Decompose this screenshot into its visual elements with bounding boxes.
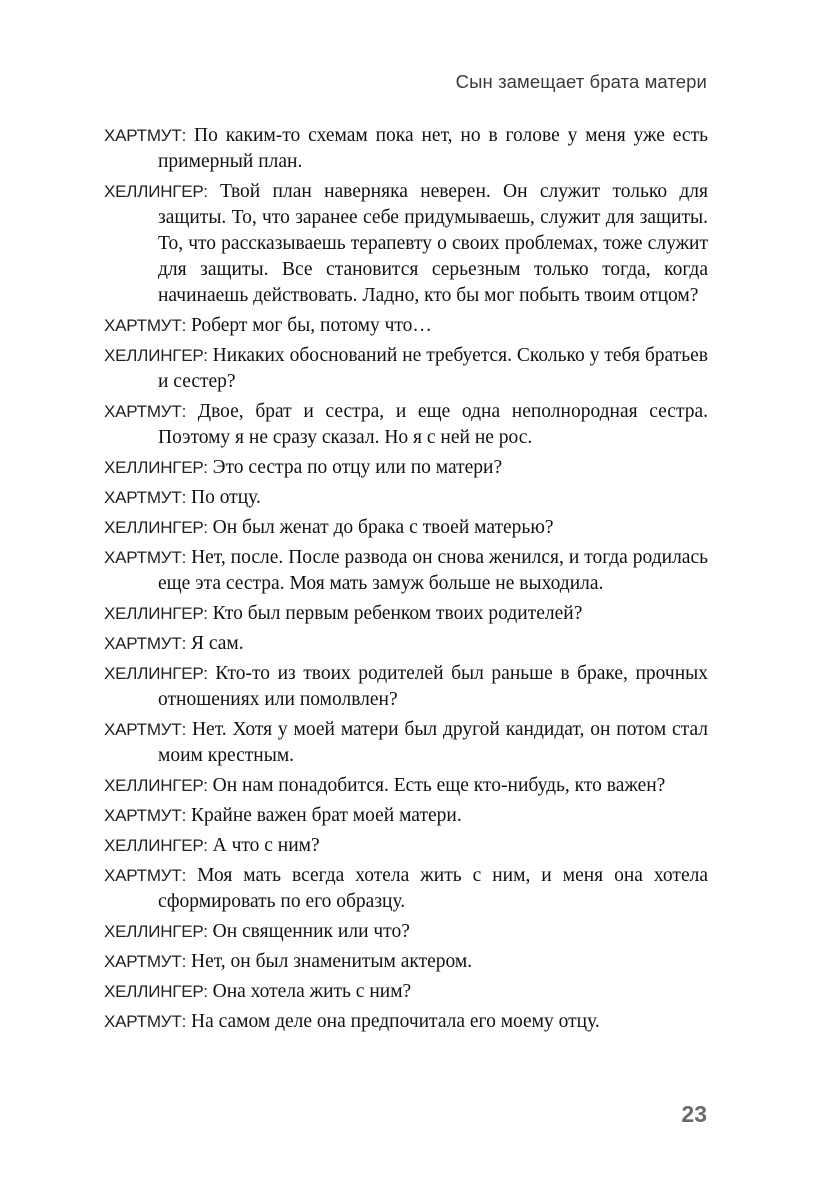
utterance-text: Крайне важен брат моей матери. (190, 805, 462, 826)
utterance-text: По отцу. (190, 487, 261, 508)
dialogue-turn (104, 515, 708, 541)
speaker-name: ХАРТМУТ: (104, 806, 187, 825)
speaker-name: ХЕЛЛИНГЕР: (104, 776, 208, 795)
utterance-text: Двое, брат и сестра, и еще одна неполнородная сестра. Поэтому я не сразу сказал. Но я с ней не рос. (158, 401, 709, 448)
speaker-name: ХЕЛЛИНГЕР: (104, 982, 208, 1001)
speaker-name: ХЕЛЛИНГЕР: (104, 604, 208, 623)
dialogue-turn (104, 773, 708, 799)
running-head-title: Сын замещает брата матери (455, 71, 707, 92)
dialogue-turn (104, 179, 708, 309)
dialogue-body (104, 123, 708, 1039)
dialogue-turn (104, 1009, 708, 1035)
utterance-text: Он священник или что? (212, 921, 410, 942)
utterance-text: Нет, после. После развода он снова женился, и тогда родилась еще эта сестра. Моя мать замуж больше не выходила. (158, 547, 709, 594)
speaker-name: ХЕЛЛИНГЕР: (104, 518, 208, 537)
speaker-name: ХЕЛЛИНГЕР: (104, 182, 208, 201)
dialogue-turn (104, 631, 708, 657)
dialogue-turn (104, 803, 708, 829)
dialogue-turn (104, 949, 708, 975)
dialogue-turn (104, 601, 708, 627)
speaker-name: ХЕЛЛИНГЕР: (104, 664, 208, 683)
dialogue-turn (104, 833, 708, 859)
speaker-name: ХАРТМУТ: (104, 720, 187, 739)
utterance-text: На самом деле она предпочитала его моему отцу. (190, 1011, 600, 1032)
utterance-text: Я сам. (190, 633, 244, 654)
page-number: 23 (681, 1101, 707, 1127)
dialogue-turn (104, 313, 708, 339)
speaker-name: ХАРТМУТ: (104, 866, 187, 885)
speaker-name: ХАРТМУТ: (104, 952, 187, 971)
dialogue-turn (104, 863, 708, 915)
speaker-name: ХЕЛЛИНГЕР: (104, 346, 208, 365)
dialogue-turn (104, 343, 708, 395)
utterance-text: По каким-то схемам пока нет, но в голове у меня уже есть примерный план. (158, 125, 709, 172)
utterance-text: Он нам понадобится. Есть еще кто-нибудь, кто важен? (212, 775, 666, 796)
utterance-text: Нет. Хотя у моей матери был другой кандидат, он потом стал моим крестным. (158, 719, 708, 766)
utterance-text: Моя мать всегда хотела жить с ним, и меня она хотела сформировать по его образцу. (158, 865, 708, 912)
utterance-text: Роберт мог бы, потому что… (190, 315, 432, 336)
dialogue-turn (104, 485, 708, 511)
dialogue-turn (104, 399, 708, 451)
dialogue-turn (104, 717, 708, 769)
utterance-text: Нет, он был знаменитым актером. (190, 951, 473, 972)
utterance-text: Это сестра по отцу или по матери? (212, 457, 503, 478)
utterance-text: Он был женат до брака с твоей матерью? (212, 517, 554, 538)
speaker-name: ХАРТМУТ: (104, 634, 187, 653)
dialogue-turn (104, 123, 708, 175)
speaker-name: ХАРТМУТ: (104, 1012, 187, 1031)
dialogue-turn (104, 919, 708, 945)
dialogue-turn (104, 661, 708, 713)
speaker-name: ХАРТМУТ: (104, 402, 187, 421)
speaker-name: ХЕЛЛИНГЕР: (104, 458, 208, 477)
dialogue-turn (104, 455, 708, 481)
speaker-name: ХЕЛЛИНГЕР: (104, 836, 208, 855)
speaker-name: ХАРТМУТ: (104, 488, 187, 507)
utterance-text: Кто был первым ребенком твоих родителей? (212, 603, 583, 624)
speaker-name: ХЕЛЛИНГЕР: (104, 922, 208, 941)
utterance-text: Она хотела жить с ним? (212, 981, 412, 1002)
utterance-text: Кто-то из твоих родителей был раньше в браке, прочных отношениях или помолвлен? (158, 663, 708, 710)
dialogue-turn (104, 545, 708, 597)
utterance-text: А что с ним? (212, 835, 320, 856)
speaker-name: ХАРТМУТ: (104, 126, 187, 145)
utterance-text: Никаких обоснований не требуется. Сколько у тебя братьев и сестер? (158, 345, 708, 392)
speaker-name: ХАРТМУТ: (104, 316, 187, 335)
dialogue-turn (104, 979, 708, 1005)
speaker-name: ХАРТМУТ: (104, 548, 187, 567)
utterance-text: Твой план наверняка неверен. Он служит только для защиты. То, что заранее себе придумываешь, служит для защиты. То, что рассказываешь терапевту о своих проблемах, тоже служит для защиты. Все становится серьезным только тогда, когда начинаешь действовать. Ладно, кто бы мог побыть твоим отцом? (158, 181, 708, 306)
